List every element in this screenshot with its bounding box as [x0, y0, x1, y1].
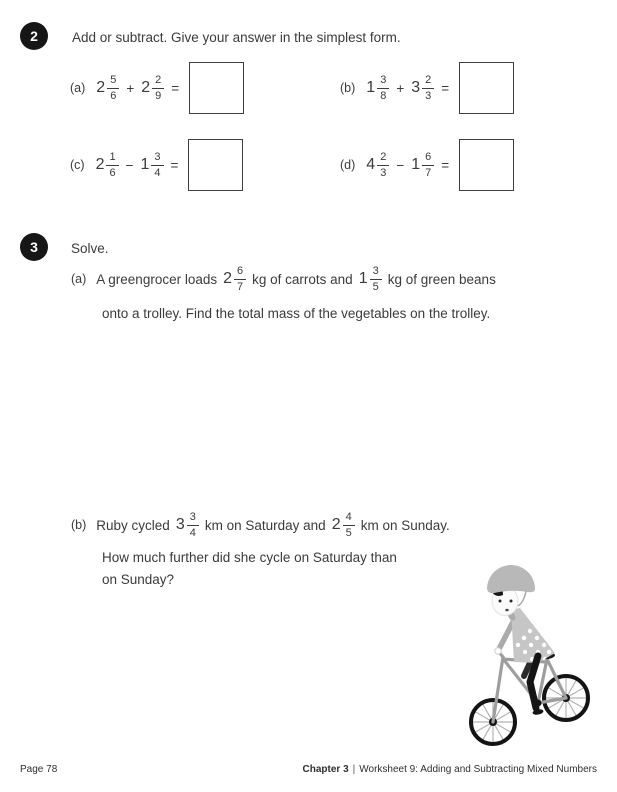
fraction: $\frac{3}{8}$ — [377, 74, 389, 102]
mixed-number: 2 $\frac{6}{7}$ — [223, 265, 246, 293]
mixed-number: 4 $\frac{2}{3}$ — [366, 151, 389, 179]
text: km on Sunday. — [360, 517, 450, 533]
mixed-number: 2 $\frac{2}{9}$ — [141, 74, 164, 102]
problem-d-label: (d) — [340, 158, 356, 172]
arm — [499, 622, 513, 649]
worksheet-title: Worksheet 9: Adding and Subtracting Mixed Numbers — [359, 764, 597, 775]
question-3a-line1 — [71, 256, 496, 302]
equals-sign: = — [441, 157, 450, 173]
problem-b-label: (b) — [340, 81, 356, 95]
question-3b-line1 — [71, 503, 450, 547]
answer-box-b[interactable] — [459, 62, 514, 114]
question-3b-line2: How much further did she cycle on Saturday than — [102, 550, 397, 565]
mixed-number: 1 $\frac{3}{5}$ — [359, 265, 382, 293]
mixed-number: 3 $\frac{2}{3}$ — [411, 74, 434, 102]
mixed-number: 2 $\frac{1}{6}$ — [96, 151, 119, 179]
operator: − — [396, 157, 405, 173]
mouth — [505, 609, 509, 612]
question-2-badge — [20, 22, 48, 50]
operator: + — [126, 80, 135, 96]
fraction: $\frac{6}{7}$ — [422, 151, 434, 179]
text: A greengrocer loads — [96, 271, 218, 287]
page-number: Page 78 — [20, 764, 58, 775]
question-3b — [71, 503, 450, 591]
footer-chapter-info — [303, 764, 597, 775]
mixed-number: 2 $\frac{5}{6}$ — [96, 74, 119, 102]
question-3b-line3: on Sunday? — [102, 572, 175, 587]
problem-b — [340, 60, 514, 116]
text: Ruby cycled — [96, 517, 170, 533]
footer-separator: | — [352, 764, 356, 775]
fraction: $\frac{3}{4}$ — [187, 511, 199, 539]
text: kg of green beans — [387, 271, 496, 287]
question-3a — [71, 256, 496, 322]
problem-d — [340, 137, 514, 193]
problem-c-label: (c) — [70, 158, 85, 172]
eye-left — [499, 600, 502, 603]
question-3-number: 3 — [30, 239, 38, 255]
text: kg of carrots and — [252, 271, 353, 287]
polka-dot-poncho — [511, 608, 555, 663]
eye-right — [510, 600, 513, 603]
equals-sign: = — [170, 157, 179, 173]
equals-sign: = — [441, 80, 450, 96]
operator: + — [396, 80, 405, 96]
hand — [495, 648, 501, 654]
fraction: $\frac{5}{6}$ — [107, 74, 119, 102]
mixed-number: 2 $\frac{4}{5}$ — [332, 511, 355, 539]
fraction: $\frac{1}{6}$ — [106, 151, 118, 179]
mixed-number: 3 $\frac{3}{4}$ — [176, 511, 199, 539]
fraction: $\frac{2}{9}$ — [152, 74, 164, 102]
answer-box-d[interactable] — [459, 139, 514, 191]
helmet-strap — [518, 591, 526, 606]
question-3a-line2: onto a trolley. Find the total mass of the vegetables on the trolley. — [102, 306, 491, 321]
text: km on Saturday and — [204, 517, 326, 533]
question-2-number: 2 — [30, 28, 38, 44]
fraction: $\frac{3}{4}$ — [151, 151, 163, 179]
fraction: $\frac{3}{5}$ — [370, 265, 382, 293]
equals-sign: = — [171, 80, 180, 96]
helmet — [487, 565, 535, 593]
operator: − — [125, 157, 134, 173]
chapter-label: Chapter 3 — [302, 764, 349, 775]
mixed-number: 1 $\frac{3}{8}$ — [366, 74, 389, 102]
problem-a — [70, 60, 244, 116]
question-3a-label: (a) — [71, 272, 87, 286]
answer-box-a[interactable] — [189, 62, 244, 114]
question-2-prompt: Add or subtract. Give your answer in the simplest form. — [72, 30, 401, 45]
mixed-number: 1 $\frac{3}{4}$ — [141, 151, 164, 179]
child-on-bicycle-illustration — [450, 556, 615, 766]
fraction: $\frac{6}{7}$ — [234, 265, 246, 293]
problem-c — [70, 137, 243, 193]
mixed-number: 1 $\frac{6}{7}$ — [411, 151, 434, 179]
fraction: $\frac{2}{3}$ — [422, 74, 434, 102]
question-3b-label: (b) — [71, 518, 87, 532]
question-3-badge — [20, 233, 48, 261]
answer-box-c[interactable] — [188, 139, 243, 191]
fraction: $\frac{4}{5}$ — [343, 511, 355, 539]
question-3-prompt: Solve. — [71, 241, 109, 256]
fraction: $\frac{2}{3}$ — [377, 151, 389, 179]
problem-a-label: (a) — [70, 81, 86, 95]
